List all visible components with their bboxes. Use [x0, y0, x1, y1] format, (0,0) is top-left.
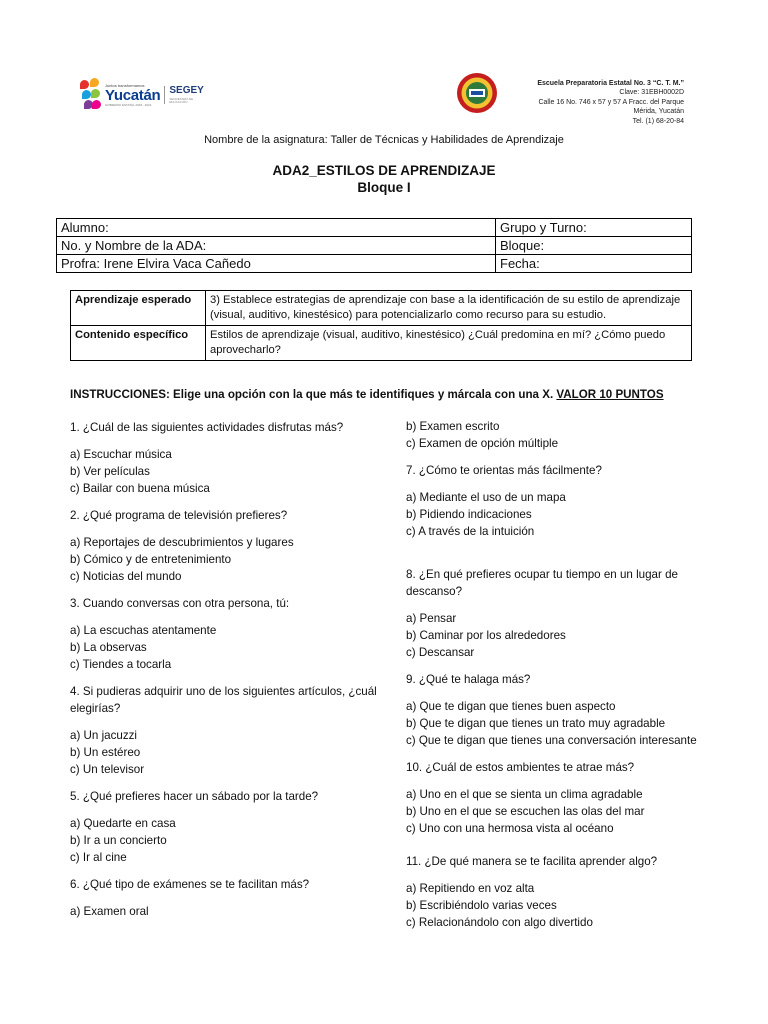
table-row	[57, 255, 692, 273]
student-field[interactable]: Grupo y Turno:	[496, 219, 692, 237]
instructions-value: VALOR 10 PUNTOS	[556, 388, 664, 401]
answer-option[interactable]: b) Ir a un concierto	[70, 834, 167, 847]
question-text: 9. ¿Qué te halaga más?	[406, 673, 531, 686]
answer-option[interactable]: b) Que te digan que tienes un trato muy agradable	[406, 717, 666, 730]
answer-option[interactable]: a) Un jacuzzi	[70, 729, 138, 742]
answer-option[interactable]: c) Tiendes a tocarla	[70, 658, 172, 671]
answer-option[interactable]: c) Que te digan que tienes una conversación interesante	[406, 734, 697, 747]
questions-right-column	[406, 418, 726, 931]
answer-option[interactable]: b) Cómico y de entretenimiento	[70, 553, 232, 566]
answer-option[interactable]: c) A través de la intuición	[406, 525, 535, 538]
learning-label: Contenido específico	[71, 326, 206, 361]
instructions-text: INSTRUCCIONES: Elige una opción con la que más te identifiques y márcala con una X.	[70, 388, 557, 401]
question-text: 4. Si pudieras adquirir uno de los siguientes artículos, ¿cuál elegirías?	[70, 685, 377, 715]
student-field[interactable]: Fecha:	[496, 255, 692, 273]
title-main: ADA2_ESTILOS DE APRENDIZAJE	[272, 163, 496, 178]
answer-option[interactable]: a) Reportajes de descubrimientos y lugares	[70, 536, 294, 549]
logo-name: Yucatán	[104, 86, 161, 104]
question-text: 6. ¿Qué tipo de exámenes se te facilitan más?	[70, 878, 310, 891]
page-title	[0, 162, 768, 196]
question-text: 5. ¿Qué prefieres hacer un sábado por la tarde?	[70, 790, 319, 803]
answer-option[interactable]: b) Uno en el que se escuchen las olas del mar	[406, 805, 645, 818]
answer-option[interactable]: b) Escribiéndolo varias veces	[406, 899, 557, 912]
answer-option[interactable]: c) Ir al cine	[70, 851, 127, 864]
answer-option[interactable]: a) Que te digan que tienes buen aspecto	[406, 700, 616, 713]
answer-option[interactable]: c) Un televisor	[70, 763, 145, 776]
question-text: 10. ¿Cuál de estos ambientes te atrae más?	[406, 761, 635, 774]
segey-name: SEGEY	[169, 85, 204, 96]
answer-option[interactable]: b) Caminar por los alrededores	[406, 629, 566, 642]
question-text: 11. ¿De qué manera se te facilita aprender algo?	[406, 855, 658, 868]
learning-label: Aprendizaje esperado	[71, 291, 206, 326]
logo-sub: GOBIERNO ESTATAL 2018 - 2024	[104, 102, 152, 107]
school-clave: Clave: 31EBH0002D	[619, 89, 684, 97]
logo-tagline: Juntos transformamos	[104, 82, 145, 88]
school-city: Mérida, Yucatán	[633, 108, 684, 116]
answer-option[interactable]: c) Relacionándolo con algo divertido	[406, 916, 593, 929]
student-field[interactable]: Bloque:	[496, 237, 692, 255]
school-seal-icon	[456, 72, 498, 114]
yucatan-emblem-icon	[80, 78, 101, 112]
student-field[interactable]: No. y Nombre de la ADA:	[57, 237, 496, 255]
learning-value: Estilos de aprendizaje (visual, auditivo, kinestésico) ¿Cuál predomina en mí? ¿Cómo puedo aprovecharlo?	[206, 326, 692, 361]
learning-table	[70, 290, 692, 361]
learning-value: 3) Establece estrategias de aprendizaje con base a la identificación de su estilo de aprendizaje (visual, auditivo, kinestésico) para potencializarlo como recurso para su estudio.	[206, 291, 692, 326]
answer-option[interactable]: c) Uno con una hermosa vista al océano	[406, 822, 614, 835]
student-field[interactable]: Profra: Irene Elvira Vaca Cañedo	[57, 255, 496, 273]
answer-option[interactable]: b) La observas	[70, 641, 147, 654]
subject-name: Nombre de la asignatura: Taller de Técnicas y Habilidades de Aprendizaje	[204, 134, 564, 146]
answer-option[interactable]: a) Quedarte en casa	[70, 817, 176, 830]
answer-option[interactable]: b) Examen escrito	[406, 420, 500, 433]
question-text: 1. ¿Cuál de las siguientes actividades disfrutas más?	[70, 421, 344, 434]
title-block: Bloque I	[357, 180, 411, 195]
answer-option[interactable]: c) Bailar con buena música	[70, 482, 210, 495]
answer-option[interactable]: a) Examen oral	[70, 905, 149, 918]
answer-option[interactable]: a) Escuchar música	[70, 448, 172, 461]
school-info	[537, 79, 684, 126]
answer-option[interactable]: a) Uno en el que se sienta un clima agradable	[406, 788, 643, 801]
answer-option[interactable]: b) Un estéreo	[70, 746, 141, 759]
answer-option[interactable]: a) Mediante el uso de un mapa	[406, 491, 566, 504]
table-row	[57, 219, 692, 237]
questions-left-column	[70, 419, 390, 920]
answer-option[interactable]: a) La escuchas atentamente	[70, 624, 217, 637]
question-text: 7. ¿Cómo te orientas más fácilmente?	[406, 464, 602, 477]
answer-option[interactable]: c) Examen de opción múltiple	[406, 437, 559, 450]
student-field[interactable]: Alumno:	[57, 219, 496, 237]
yucatan-segey-logo	[80, 76, 210, 114]
segey-sub: SECRETARÍA DE EDUCACIÓN	[169, 97, 194, 104]
answer-option[interactable]: a) Pensar	[406, 612, 457, 625]
answer-option[interactable]: c) Descansar	[406, 646, 475, 659]
school-address: Calle 16 No. 746 x 57 y 57 A Fracc. del Parque	[538, 98, 684, 106]
table-row	[71, 326, 692, 361]
table-row	[71, 291, 692, 326]
school-phone: Tel. (1) 68-20-84	[632, 117, 684, 125]
answer-option[interactable]: b) Ver películas	[70, 465, 150, 478]
table-row	[57, 237, 692, 255]
question-text: 2. ¿Qué programa de televisión prefieres?	[70, 509, 288, 522]
answer-option[interactable]: b) Pidiendo indicaciones	[406, 508, 532, 521]
instructions	[70, 388, 664, 401]
question-text: 3. Cuando conversas con otra persona, tú:	[70, 597, 290, 610]
student-info-table	[56, 218, 692, 273]
school-name: Escuela Preparatoria Estatal No. 3 “C. T. M.”	[537, 80, 684, 87]
question-text: 8. ¿En qué prefieres ocupar tu tiempo en un lugar de descanso?	[406, 568, 678, 598]
answer-option[interactable]: a) Repitiendo en voz alta	[406, 882, 535, 895]
answer-option[interactable]: c) Noticias del mundo	[70, 570, 182, 583]
